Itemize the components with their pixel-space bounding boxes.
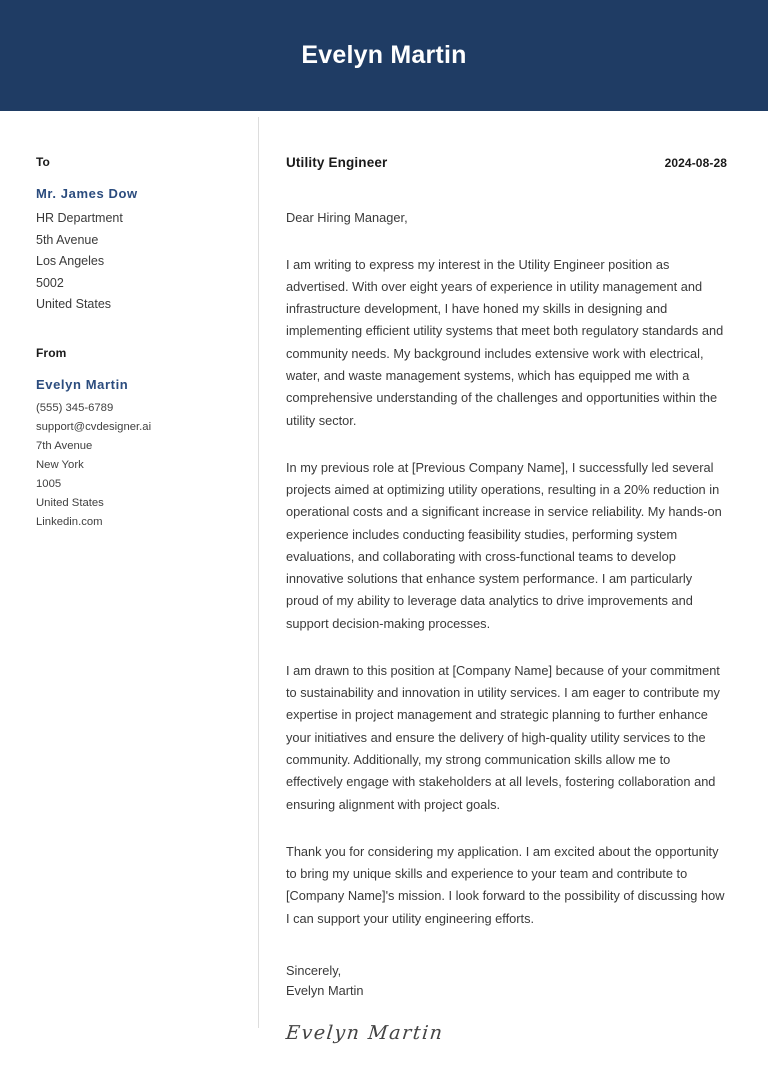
letter-topline <box>286 155 727 171</box>
recipient-address-line: Los Angeles <box>36 254 105 269</box>
recipient-address-block <box>36 155 230 316</box>
letter-paragraph: I am writing to express my interest in the Utility Engineer position as advertised. With over eight years of experience in utility management and infrastructure development, I have honed my skills in designing and implementing efficient utility systems that meet both regulatory standards and community needs. My background includes extensive work with electrical, water, and waste management systems, which has equipped me with a comprehensive understanding of the challenges and opportunities within the utility sector. <box>286 256 724 428</box>
job-title: Utility Engineer <box>286 155 388 170</box>
sender-address-line: 7th Avenue <box>36 439 93 452</box>
header-name: Evelyn Martin <box>301 41 467 69</box>
recipient-address-line: 5002 <box>36 275 64 290</box>
sender-phone: (555) 345-6789 <box>36 401 114 414</box>
sender-address-line: United States <box>36 496 104 509</box>
sender-name: Evelyn Martin <box>36 377 129 393</box>
closing-salutation: Sincerely, <box>286 962 342 978</box>
column-divider <box>258 117 259 1028</box>
recipient-name: Mr. James Dow <box>36 186 138 202</box>
sender-email[interactable]: support@cvdesigner.ai <box>36 420 152 433</box>
closing-block <box>286 961 727 1045</box>
letter-content <box>258 111 768 1045</box>
signature: Evelyn Martin <box>284 1021 445 1044</box>
recipient-address-line: 5th Avenue <box>36 232 99 247</box>
sender-linkedin[interactable]: Linkedin.com <box>36 515 103 528</box>
document-header <box>0 0 768 111</box>
sender-address-line: New York <box>36 458 84 471</box>
sender-address-block <box>36 346 230 532</box>
letter-paragraph: In my previous role at [Previous Company Name], I successfully led several projects aimed at optimizing utility operations, resulting in a 20% reduction in operational costs and a significant increase in service reliability. My hands-on experience includes conducting feasibility studies, performing system evaluations, and collaborating with cross-functional teams to develop innovative solutions that enhance system performance. I am particularly proud of my ability to leverage data analytics to drive improvements and support decision-making processes. <box>286 459 722 631</box>
to-heading: To <box>36 155 50 169</box>
letter-paragraph: I am drawn to this position at [Company Name] because of your commitment to sustainability and innovation in utility services. I am eager to contribute my expertise in project management and strategic planning to further enhance your initiatives and ensure the delivery of high-quality utility services to the community. Additionally, my strong communication skills allow me to effectively engage with stakeholders at all levels, fostering collaboration and ensuring alignment with project goals. <box>286 662 720 812</box>
from-heading: From <box>36 345 67 360</box>
closing-name: Evelyn Martin <box>286 983 364 999</box>
recipient-address-line: HR Department <box>36 211 123 226</box>
sidebar <box>0 111 258 532</box>
letter-date: 2024-08-28 <box>664 156 727 170</box>
salutation: Dear Hiring Manager, <box>286 210 408 226</box>
document-body <box>0 111 768 1045</box>
recipient-address-line: United States <box>36 297 112 312</box>
sender-address-line: 1005 <box>36 477 62 490</box>
letter-paragraph: Thank you for considering my application. I am excited about the opportunity to bring my unique skills and experience to your team and contribute to [Company Name]'s mission. I look forward to the possibility of discussing how I can support your utility engineering efforts. <box>286 843 725 926</box>
